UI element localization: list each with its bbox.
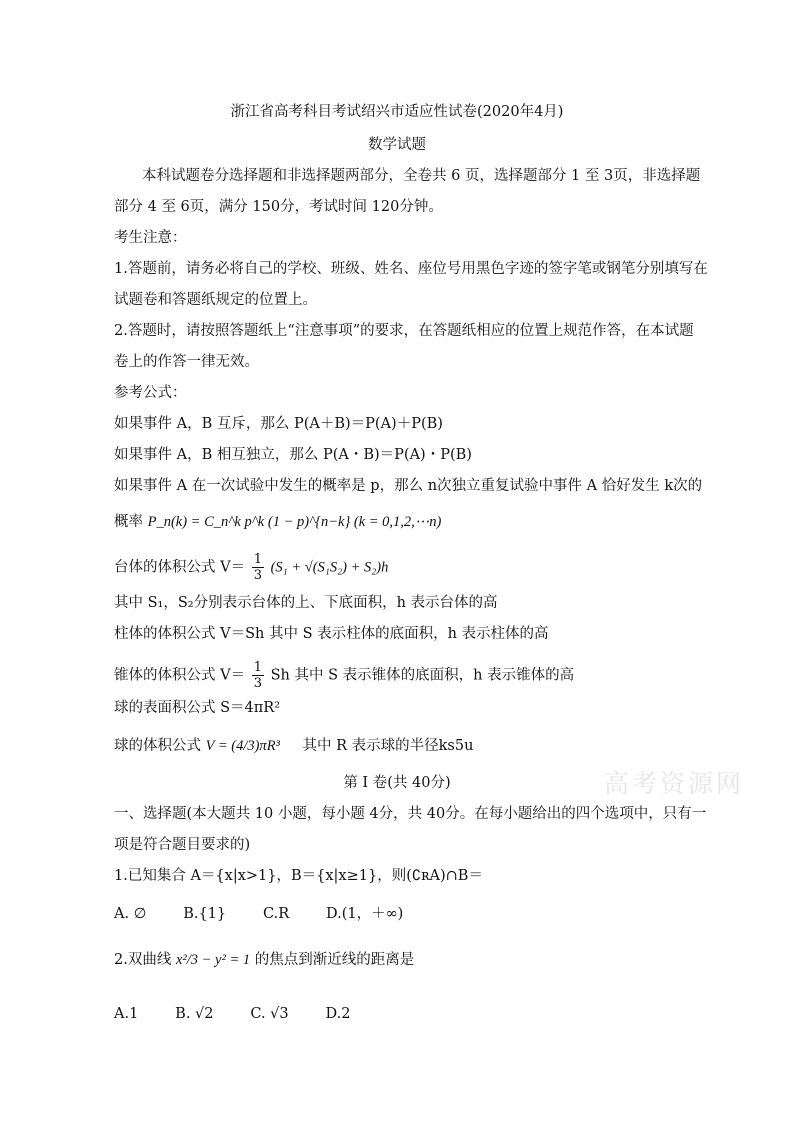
exam-title: 浙江省高考科目考试绍兴市适应性试卷(2020年4月)	[230, 104, 564, 120]
fraction-denominator: 3	[253, 568, 262, 583]
notice-item-1-line-1: 1.答题前，请务必将自己的学校、班级、姓名、座位号用黑色字迹的签字笔或钢笔分别填写在	[114, 261, 708, 277]
question-1-options: A. ∅ B.{1} C.R D.(1，＋∞)	[114, 906, 404, 922]
formulas-heading: 参考公式：	[114, 385, 187, 401]
intro-line-2: 部分 4 至 6页，满分 150分，考试时间 120分钟。	[114, 199, 443, 215]
notice-item-1-line-2: 试题卷和答题纸规定的位置上。	[114, 292, 317, 308]
exam-subtitle: 数学试题	[368, 137, 426, 153]
formula-binomial-intro: 如果事件 A 在一次试验中发生的概率是 p，那么 n次独立重复试验中事件 A 恰好发生 k次的	[114, 478, 703, 494]
formula-frustum-prefix: 台体的体积公式 V＝	[114, 559, 246, 576]
formula-binomial-prefix: 概率	[114, 514, 143, 530]
formula-frustum-note: 其中 S₁，S₂分别表示台体的上、下底面积，h 表示台体的高	[114, 595, 498, 611]
question-2-prefix: 2.双曲线	[114, 952, 172, 968]
fraction-numerator: 1	[253, 660, 262, 675]
formula-frustum-volume	[114, 552, 388, 583]
formula-binomial-expression: P_n(k) = C_n^k p^k (1 − p)^{n−k} (k = 0,1,2,⋯n)	[147, 514, 442, 530]
formula-sphere-volume	[114, 736, 473, 756]
formula-pyramid-volume	[114, 660, 574, 691]
formula-frustum-fraction	[252, 552, 264, 583]
formula-sphere-expression: V = (4/3)πR³	[205, 738, 280, 754]
formula-frustum-expression: (S₁ + √(S₁S₂) + S₂)h	[270, 559, 389, 576]
formula-sphere-surface: 球的表面积公式 S＝4πR²	[114, 700, 281, 716]
question-2-suffix: 的焦点到渐近线的距离是	[254, 952, 415, 968]
question-2-options: A.1 B. √2 C. √3 D.2	[114, 1006, 351, 1022]
notice-item-2-line-1: 2.答题时，请按照答题纸上“注意事项”的要求，在答题纸相应的位置上规范作答，在本试题	[114, 323, 694, 339]
fraction-denominator: 3	[253, 676, 262, 691]
formula-pyramid-suffix: Sh 其中 S 表示锥体的底面积，h 表示锥体的高	[270, 667, 575, 684]
formula-pyramid-prefix: 锥体的体积公式 V＝	[114, 667, 246, 684]
question-2-equation: x²/3 − y² = 1	[175, 952, 251, 968]
watermark: 高考资源网	[604, 769, 745, 798]
formula-pyramid-fraction	[252, 660, 264, 691]
formula-binomial-probability	[114, 512, 441, 532]
formula-prism-volume: 柱体的体积公式 V＝Sh 其中 S 表示柱体的底面积，h 表示柱体的高	[114, 626, 549, 642]
formula-independent: 如果事件 A，B 相互独立，那么 P(A・B)＝P(A)・P(B)	[114, 447, 472, 463]
fraction-numerator: 1	[253, 552, 262, 567]
formula-sphere-suffix: 其中 R 表示球的半径ks5u	[302, 738, 474, 754]
formula-mutually-exclusive: 如果事件 A，B 互斥，那么 P(A＋B)＝P(A)＋P(B)	[114, 416, 443, 432]
notice-heading: 考生注意：	[114, 230, 187, 246]
intro-line-1: 本科试题卷分选择题和非选择题两部分，全卷共 6 页，选择题部分 1 至 3页，非选择题	[142, 168, 701, 184]
question-1-stem: 1.已知集合 A＝{x|x>1}，B＝{x|x≥1}，则(∁ʀA)∩B＝	[114, 868, 483, 884]
question-2-stem	[114, 950, 414, 970]
notice-item-2-line-2: 卷上的作答一律无效。	[114, 354, 259, 370]
formula-sphere-prefix: 球的体积公式	[114, 738, 201, 754]
part-1-title: 第 I 卷(共 40分)	[343, 775, 451, 791]
section-instruction-line-1: 一、选择题(本大题共 10 小题，每小题 4分，共 40分。在每小题给出的四个选项中，只有一	[114, 806, 707, 822]
section-instruction-line-2: 项是符合题目要求的)	[114, 837, 251, 853]
